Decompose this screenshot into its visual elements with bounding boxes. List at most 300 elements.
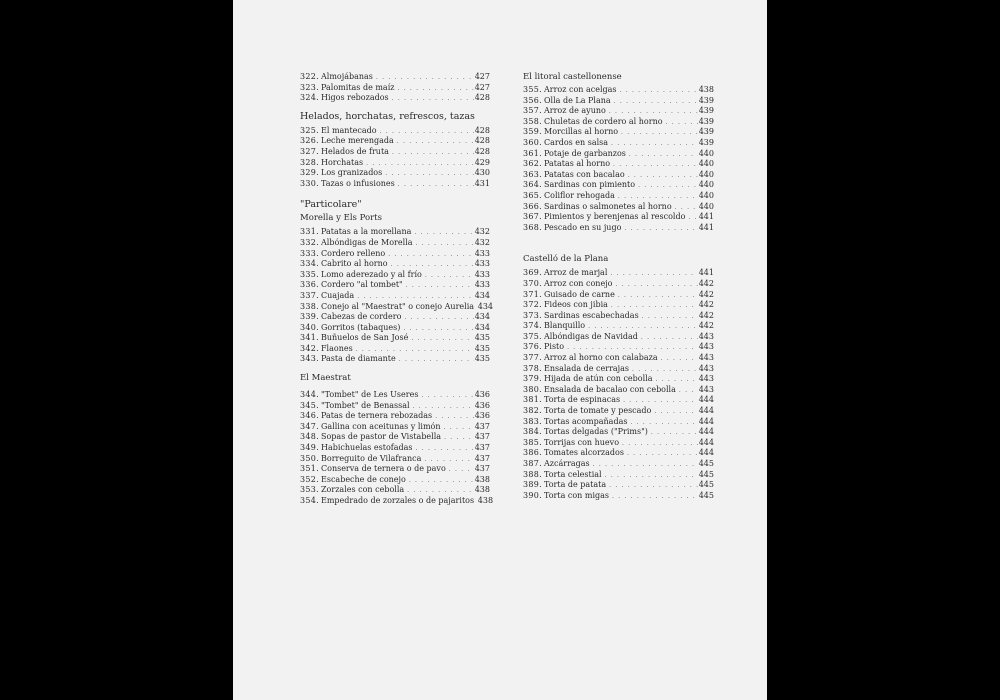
dot-leader: [444, 423, 474, 434]
toc-entry: [300, 93, 490, 104]
entry-title: Chuletas de cordero al horno: [544, 116, 663, 126]
entry-number: 387.: [523, 459, 543, 468]
entry-title: Pisto: [544, 342, 565, 352]
entry-page-number: 434: [474, 290, 490, 300]
entry-title: Patatas al horno: [544, 159, 611, 169]
entry-page-number: 429: [474, 157, 490, 167]
dot-leader: [593, 460, 698, 471]
entry-page-number: 433: [474, 280, 490, 290]
dot-leader: [615, 280, 698, 291]
toc-entry: [523, 268, 714, 279]
entry-page-number: 444: [698, 448, 714, 458]
entry-title: Fideos con jibia: [544, 300, 608, 310]
dot-leader: [666, 118, 698, 129]
document-page: [233, 0, 767, 700]
toc-entry: [300, 344, 490, 355]
entry-number: 345.: [300, 400, 320, 410]
toc-entry: [523, 300, 714, 311]
entry-page-number: 436: [474, 400, 490, 410]
toc-entry: [523, 202, 714, 213]
entry-page-number: 440: [698, 148, 714, 158]
entry-title: Zorzales con cebolla: [321, 485, 405, 495]
entry-title: Torta de patata: [544, 480, 607, 490]
dot-leader: [392, 94, 474, 105]
toc-entry: [523, 459, 714, 470]
toc-entry: [523, 321, 714, 332]
entry-number: 374.: [523, 321, 543, 331]
entry-title: Cordero relleno: [321, 248, 386, 258]
dot-leader: [610, 269, 698, 280]
section-heading-particolare: "Particolare": [300, 199, 362, 211]
entry-page-number: 433: [474, 259, 490, 269]
entry-page-number: 432: [474, 227, 490, 237]
toc-list: [300, 72, 490, 104]
entry-title: Borreguito de Vilafranca: [321, 453, 422, 463]
entry-title: Torta de tomate y pescado: [544, 406, 652, 416]
entry-title: Coliflor rehogada: [544, 190, 615, 200]
toc-entry: [300, 83, 490, 94]
entry-page-number: 428: [474, 93, 490, 103]
entry-page-number: 443: [698, 363, 714, 373]
entry-title: Sopas de pastor de Vistabella: [321, 432, 442, 442]
entry-title: Torta de espinacas: [544, 395, 621, 405]
entry-title: "Tombet" de Les Useres: [321, 390, 419, 400]
toc-right-column: [523, 72, 714, 501]
entry-title: Azcárragas: [544, 459, 590, 468]
entry-page-number: 437: [474, 453, 490, 463]
entry-page-number: 437: [474, 432, 490, 442]
entry-number: 390.: [523, 490, 543, 500]
toc-entry: [300, 485, 490, 496]
entry-title: Leche merengada: [321, 136, 394, 146]
entry-number: 357.: [523, 106, 543, 116]
toc-entry: [300, 312, 490, 323]
dot-leader: [411, 334, 474, 345]
entry-title: Pimientos y berenjenas al rescoldo: [544, 212, 686, 222]
dot-leader: [628, 171, 698, 182]
entry-number: 338.: [300, 301, 320, 311]
dot-leader: [641, 333, 698, 344]
dot-leader: [654, 407, 698, 418]
entry-page-number: 437: [474, 464, 490, 474]
entry-number: 330.: [300, 178, 320, 188]
entry-page-number: 428: [474, 125, 490, 135]
entry-number: 327.: [300, 146, 320, 156]
entry-number: 359.: [523, 127, 543, 137]
toc-entry: [523, 117, 714, 128]
entry-number: 336.: [300, 280, 320, 290]
entry-page-number: 438: [477, 496, 494, 505]
entry-page-number: 430: [474, 168, 490, 178]
entry-page-number: 438: [474, 485, 490, 495]
entry-title: Torta celestial: [544, 469, 602, 479]
entry-title: Tazas o infusiones: [321, 178, 395, 188]
entry-page-number: 440: [698, 180, 714, 190]
entry-title: Cabezas de cordero: [321, 312, 402, 322]
toc-entry: [523, 385, 714, 396]
entry-page-number: 442: [698, 289, 714, 299]
dot-leader: [605, 471, 698, 482]
entry-title: Albóndigas de Navidad: [544, 331, 638, 341]
toc-entry: [300, 390, 490, 401]
dot-leader: [449, 465, 474, 476]
entry-page-number: 433: [474, 248, 490, 258]
entry-number: 365.: [523, 190, 543, 200]
entry-page-number: 441: [698, 212, 714, 222]
entry-page-number: 442: [698, 310, 714, 320]
group-heading-morella: Morella y Els Ports: [300, 213, 382, 224]
dot-leader: [414, 228, 474, 239]
entry-title: Sardinas escabechadas: [544, 310, 639, 320]
entry-number: 389.: [523, 480, 543, 490]
toc-entry: [523, 170, 714, 181]
dot-leader: [388, 250, 474, 261]
dot-leader: [399, 355, 474, 366]
entry-page-number: 442: [698, 300, 714, 310]
toc-entry: [523, 279, 714, 290]
entry-title: Escabeche de conejo: [321, 474, 406, 484]
entry-title: Lomo aderezado y al frío: [321, 269, 422, 279]
entry-page-number: 439: [698, 106, 714, 116]
entry-number: 376.: [523, 342, 543, 352]
toc-entry: [300, 259, 490, 270]
entry-page-number: 434: [474, 322, 490, 332]
toc-entry: [300, 291, 490, 302]
entry-page-number: 444: [698, 427, 714, 437]
entry-number: 373.: [523, 310, 543, 320]
entry-title: Pasta de diamante: [321, 354, 396, 364]
toc-entry: [523, 180, 714, 191]
entry-title: Gallina con aceitunas y limón: [321, 421, 441, 431]
entry-title: Torrijas con huevo: [544, 437, 620, 447]
toc-entry: [300, 432, 490, 443]
entry-number: 326.: [300, 136, 320, 146]
dot-leader: [397, 84, 474, 95]
entry-title: Ensalada de cerrajas: [544, 363, 630, 373]
entry-number: 352.: [300, 474, 320, 484]
entry-number: 377.: [523, 353, 543, 363]
entry-number: 347.: [300, 421, 320, 431]
toc-entry: [523, 364, 714, 375]
entry-title: "Tombet" de Benassal: [321, 400, 410, 410]
toc-entry: [300, 249, 490, 260]
entry-page-number: 445: [698, 459, 714, 468]
toc-entry: [523, 96, 714, 107]
entry-title: Patatas a la morellana: [321, 227, 412, 237]
dot-leader: [627, 449, 698, 460]
entry-page-number: 438: [698, 85, 714, 94]
toc-entry: [300, 333, 490, 344]
entry-title: Arroz al horno con calabaza: [544, 353, 658, 363]
entry-page-number: 427: [474, 82, 490, 92]
entry-number: 349.: [300, 443, 320, 453]
dot-leader: [444, 433, 474, 444]
entry-page-number: 435: [474, 333, 490, 343]
toc-entry: [523, 480, 714, 491]
entry-title: Potaje de garbanzos: [544, 148, 626, 158]
entry-number: 355.: [523, 85, 543, 94]
toc-entry: [523, 191, 714, 202]
entry-number: 344.: [300, 390, 320, 400]
dot-leader: [614, 97, 698, 108]
entry-page-number: 439: [698, 116, 714, 126]
entry-page-number: 441: [698, 222, 714, 232]
toc-entry: [523, 353, 714, 364]
toc-entry: [300, 464, 490, 475]
dot-leader: [404, 313, 474, 324]
entry-number: 342.: [300, 343, 320, 353]
dot-leader: [651, 428, 698, 439]
toc-entry: [523, 417, 714, 428]
group-heading-castello: Castelló de la Plana: [523, 254, 609, 265]
dot-leader: [638, 181, 698, 192]
entry-page-number: 441: [698, 268, 714, 278]
dot-leader: [409, 476, 474, 487]
entry-title: Ensalada de bacalao con cebolla: [544, 384, 676, 394]
toc-entry: [300, 301, 494, 313]
toc-entry: [523, 106, 714, 117]
dot-leader: [622, 439, 698, 450]
entry-number: 325.: [300, 125, 320, 135]
entry-page-number: 443: [698, 374, 714, 384]
toc-entry: [523, 138, 714, 149]
entry-page-number: 435: [474, 343, 490, 353]
entry-number: 340.: [300, 322, 320, 332]
entry-number: 343.: [300, 354, 320, 364]
entry-title: Pescado en su jugo: [544, 222, 622, 232]
entry-page-number: 444: [698, 406, 714, 416]
entry-page-number: 440: [698, 190, 714, 200]
entry-number: 358.: [523, 116, 543, 126]
toc-list: [300, 227, 494, 365]
entry-number: 383.: [523, 416, 543, 426]
toc-entry: [300, 354, 490, 365]
entry-number: 367.: [523, 212, 543, 222]
entry-number: 341.: [300, 333, 320, 343]
entry-page-number: 427: [474, 72, 490, 81]
entry-number: 360.: [523, 137, 543, 147]
entry-page-number: 440: [698, 201, 714, 211]
entry-title: Patas de ternera rebozadas: [321, 411, 433, 421]
entry-page-number: 444: [698, 437, 714, 447]
entry-title: Sardinas con pimiento: [544, 180, 636, 190]
toc-entry: [300, 126, 490, 137]
toc-entry: [523, 149, 714, 160]
entry-page-number: 443: [698, 342, 714, 352]
dot-leader: [416, 239, 475, 250]
entry-title: Blanquillo: [544, 321, 586, 331]
toc-entry: [300, 280, 490, 291]
toc-entry: [523, 85, 714, 96]
entry-number: 362.: [523, 159, 543, 169]
entry-number: 332.: [300, 237, 320, 247]
dot-leader: [392, 148, 474, 159]
entry-title: Tomates alcorzados: [544, 448, 624, 458]
toc-entry: [523, 406, 714, 417]
entry-page-number: 431: [474, 178, 490, 188]
dot-leader: [612, 492, 698, 503]
entry-page-number: 432: [474, 237, 490, 247]
toc-entry: [523, 223, 714, 234]
toc-entry: [523, 311, 714, 322]
entry-title: Cardos en salsa: [544, 137, 609, 147]
entry-page-number: 442: [698, 321, 714, 331]
entry-number: 324.: [300, 93, 320, 103]
entry-title: El mantecado: [321, 125, 377, 135]
toc-entry: [300, 411, 490, 422]
toc-entry: [300, 136, 490, 147]
dot-leader: [679, 386, 698, 397]
entry-number: 385.: [523, 437, 543, 447]
toc-entry: [300, 323, 490, 334]
entry-title: Albóndigas de Morella: [321, 237, 413, 247]
entry-title: Patatas con bacalao: [544, 169, 625, 179]
entry-page-number: 445: [698, 480, 714, 490]
toc-left-column: [300, 72, 494, 507]
toc-entry: [523, 395, 714, 406]
entry-page-number: 438: [474, 474, 490, 484]
entry-page-number: 443: [698, 353, 714, 363]
toc-entry: [300, 147, 490, 158]
entry-title: Helados de fruta: [321, 146, 389, 156]
entry-page-number: 436: [474, 390, 490, 400]
toc-entry: [300, 72, 490, 83]
dot-leader: [403, 324, 474, 335]
toc-entry: [523, 332, 714, 343]
entry-number: 337.: [300, 290, 320, 300]
entry-page-number: 445: [698, 469, 714, 479]
dot-leader: [629, 150, 698, 161]
toc-entry: [300, 443, 490, 454]
entry-page-number: 444: [698, 416, 714, 426]
entry-page-number: 443: [698, 384, 714, 394]
toc-entry: [300, 496, 494, 507]
entry-number: 331.: [300, 227, 320, 237]
entry-page-number: 439: [698, 127, 714, 137]
dot-leader: [421, 391, 474, 402]
entry-page-number: 439: [698, 137, 714, 147]
entry-number: 329.: [300, 168, 320, 178]
entry-title: Gorritos (tabaques): [321, 322, 401, 332]
entry-number: 366.: [523, 201, 543, 211]
group-heading-litoral: El litoral castellonense: [523, 72, 622, 82]
entry-number: 384.: [523, 427, 543, 437]
toc-entry: [523, 491, 714, 502]
dot-leader: [661, 354, 698, 365]
entry-title: Conejo al "Maestrat" o conejo Aurelia: [321, 301, 475, 311]
dot-leader: [621, 128, 698, 139]
entry-number: 350.: [300, 453, 320, 463]
entry-page-number: 442: [698, 278, 714, 288]
toc-entry: [523, 159, 714, 170]
entry-title: Arroz con acelgas: [544, 85, 617, 94]
dot-leader: [609, 481, 698, 492]
toc-entry: [300, 475, 490, 486]
entry-number: 361.: [523, 148, 543, 158]
toc-entry: [523, 290, 714, 301]
entry-title: Arroz con conejo: [544, 278, 613, 288]
entry-number: 351.: [300, 464, 320, 474]
toc-list: [523, 85, 714, 233]
entry-title: Torta con migas: [544, 490, 610, 500]
toc-entry: [523, 438, 714, 449]
entry-page-number: 428: [474, 136, 490, 146]
dot-leader: [406, 281, 474, 292]
entry-number: 363.: [523, 169, 543, 179]
entry-title: Cuajada: [321, 290, 355, 300]
toc-entry: [300, 270, 490, 281]
toc-entry: [523, 127, 714, 138]
toc-entry: [523, 448, 714, 459]
entry-number: 375.: [523, 331, 543, 341]
entry-page-number: 437: [474, 421, 490, 431]
entry-number: 371.: [523, 289, 543, 299]
entry-page-number: 440: [698, 169, 714, 179]
entry-number: 322.: [300, 72, 320, 81]
dot-leader: [688, 213, 698, 224]
entry-number: 333.: [300, 248, 320, 258]
toc-entry: [523, 470, 714, 481]
entry-title: Palomitas de maíz: [321, 82, 395, 92]
dot-leader: [397, 137, 474, 148]
entry-number: 379.: [523, 374, 543, 384]
toc-entry: [300, 422, 490, 433]
entry-title: Los granizados: [321, 168, 383, 178]
entry-number: 346.: [300, 411, 320, 421]
toc-entry: [300, 227, 490, 238]
entry-page-number: 433: [474, 269, 490, 279]
entry-page-number: 445: [698, 490, 714, 500]
section-heading-helados: Helados, horchatas, refrescos, tazas: [300, 110, 475, 122]
toc-entry: [300, 158, 490, 169]
entry-number: 382.: [523, 406, 543, 416]
entry-number: 334.: [300, 259, 320, 269]
entry-title: Sardinas o salmonetes al horno: [544, 201, 672, 211]
dot-leader: [624, 224, 698, 235]
entry-title: Cordero "al tombet": [321, 280, 403, 290]
entry-number: 323.: [300, 82, 320, 92]
entry-title: Arroz de marjal: [544, 268, 608, 278]
toc-entry: [523, 374, 714, 385]
toc-list: [300, 390, 494, 507]
entry-page-number: 439: [698, 95, 714, 105]
entry-title: Flaones: [321, 343, 353, 353]
entry-number: 372.: [523, 300, 543, 310]
entry-title: Tortas acompañadas: [544, 416, 628, 426]
toc-entry: [300, 238, 490, 249]
entry-number: 353.: [300, 485, 320, 495]
entry-page-number: 428: [474, 146, 490, 156]
entry-title: Higos rebozados: [321, 93, 389, 103]
entry-title: Tortas delgadas ("Prims"): [544, 427, 648, 437]
dot-leader: [642, 312, 698, 323]
entry-number: 381.: [523, 395, 543, 405]
entry-title: Morcillas al horno: [544, 127, 619, 137]
entry-number: 370.: [523, 278, 543, 288]
toc-list: [523, 268, 714, 501]
toc-entry: [523, 427, 714, 438]
entry-title: Hijada de atún con cebolla: [544, 374, 653, 384]
toc-entry: [300, 179, 490, 190]
toc-entry: [300, 454, 490, 465]
entry-number: 335.: [300, 269, 320, 279]
toc-entry: [300, 401, 490, 412]
entry-title: Horchatas: [321, 157, 364, 167]
entry-page-number: 444: [698, 395, 714, 405]
entry-page-number: 443: [698, 331, 714, 341]
entry-title: Olla de La Plana: [544, 95, 611, 105]
entry-number: 386.: [523, 448, 543, 458]
